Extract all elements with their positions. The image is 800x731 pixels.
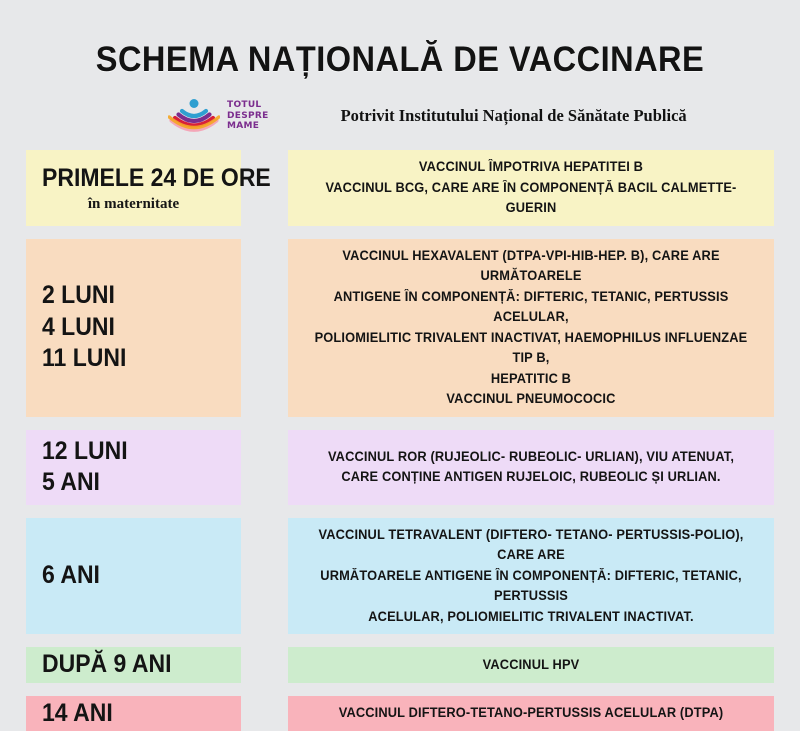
age-label: 11 LUNI [42,344,127,373]
schedule-table [0,150,800,731]
logo-line-2: DESPRE [227,110,269,121]
schedule-row [26,647,774,683]
poster-subtitle: Potrivit Institutului Național de Sănătate Publică [340,106,687,125]
vaccine-cell [288,150,774,226]
schedule-row [26,430,774,505]
logo-line-3: MAME [227,121,260,132]
vaccine-line: VACCINUL BCG, CARE ARE ÎN COMPONENȚĂ BACIL CALMETTE-GUERIN [325,179,737,216]
vaccine-line: ACELULAR, POLIOMIELITIC TRIVALENT INACTIVAT. [368,608,694,624]
subheader [0,96,800,136]
age-label: 14 ANI [42,698,113,727]
vaccine-line: VACCINUL HEXAVALENT (DTPA-VPI-HIB-HEP. B), CARE ARE URMĂTOARELE [342,247,720,284]
vaccine-line: VACCINUL DIFTERO-TETANO-PERTUSSIS ACELULAR (DTPA) [338,705,724,721]
vaccine-line: VACCINUL ÎMPOTRIVA HEPATITEI B [418,159,644,174]
vaccine-line: URMĂTOARELE ANTIGENE ÎN COMPONENȚĂ: DIFTERIC, TETANIC, PERTUSSIS [320,567,742,604]
age-label: 4 LUNI [42,312,115,341]
vaccine-line: ANTIGENE ÎN COMPONENȚĂ: DIFTERIC, TETANIC, PERTUSSIS ACELULAR, [333,288,729,325]
age-label: 2 LUNI [42,281,115,310]
brand-logo [168,98,269,134]
schedule-row [26,150,774,226]
vaccine-line: VACCINUL ROR (RUJEOLIC- RUBEOLIC- URLIAN), VIU ATENUAT, [327,448,735,464]
age-label: 5 ANI [42,468,100,497]
age-label: 12 LUNI [42,436,128,465]
vaccine-line: CARE CONȚINE ANTIGEN RUJELOIC, RUBEOLIC ȘI URLIAN. [341,469,721,485]
vaccine-line: POLIOMIELITIC TRIVALENT INACTIVAT, HAEMOPHILUS INFLUENZAE TIP B, [314,329,748,366]
age-cell [26,239,241,417]
poster-header [0,0,800,136]
age-cell [26,150,271,226]
vaccine-cell [288,239,774,417]
schedule-row [26,239,774,417]
age-cell [26,430,241,505]
vaccine-cell [288,518,774,635]
age-cell [26,647,241,683]
vaccine-line: HEPATITIC B [490,370,572,386]
vaccine-line: VACCINUL TETRAVALENT (DIFTERO- TETANO- PERTUSSIS-POLIO), CARE ARE [318,526,744,563]
age-cell [26,696,241,731]
schedule-row [26,696,774,731]
age-label: PRIMELE 24 DE ORE [42,164,271,193]
age-cell [26,518,241,635]
age-label: DUPĂ 9 ANI [42,650,172,679]
logo-line-1: TOTUL [227,100,262,111]
page-title: SCHEMA NAȚIONALĂ DE VACCINARE [95,40,705,79]
age-label: 6 ANI [42,561,100,590]
vaccine-line: VACCINUL HPV [482,656,580,672]
vaccine-cell [288,430,774,505]
logo-wordmark [227,100,269,132]
vaccine-cell [288,647,774,683]
age-note: în maternitate [87,195,180,212]
schedule-row [26,518,774,635]
vaccine-cell [288,696,774,731]
totul-despre-mame-logo-icon [168,98,220,134]
vaccine-line: VACCINUL PNEUMOCOCIC [446,391,616,407]
